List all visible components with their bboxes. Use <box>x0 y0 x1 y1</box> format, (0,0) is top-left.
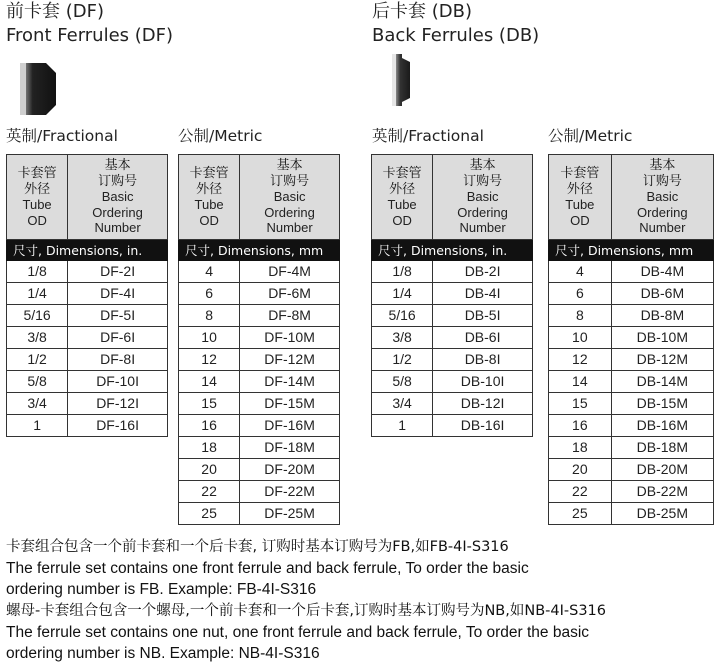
table-row <box>7 415 168 437</box>
ordering-number-cell: DF-20M <box>240 459 340 481</box>
table-row <box>372 283 533 305</box>
front-fractional-header-col2 <box>68 155 168 240</box>
table-row <box>179 283 340 305</box>
back-fractional-header-col2-line: 基本 <box>469 158 496 174</box>
tube-od-cell: 1/8 <box>372 261 433 283</box>
back-metric-header-col2-line: Number <box>639 220 686 236</box>
tube-od-cell: 14 <box>179 371 240 393</box>
tube-od-cell: 1 <box>372 415 433 437</box>
note-nb-zh: 螺母-卡套组合包含一个螺母,一个前卡套和一个后卡套,订购时基本订购号为NB,如NB-4I-S316 <box>6 603 606 619</box>
back-metric-header-col2 <box>611 155 713 240</box>
table-row <box>549 305 714 327</box>
tube-od-cell: 1/2 <box>7 349 68 371</box>
ordering-number-cell: DF-18M <box>240 437 340 459</box>
note-nb-en-2: ordering number is NB. Example: NB-4I-S316 <box>6 645 320 662</box>
ordering-number-cell: DB-12M <box>611 349 713 371</box>
back-metric-label: 公制/Metric <box>548 127 633 145</box>
front-metric-table <box>178 154 340 525</box>
front-fractional-table <box>6 154 168 437</box>
ordering-number-cell: DB-16I <box>433 415 533 437</box>
ordering-number-cell: DB-5I <box>433 305 533 327</box>
tube-od-cell: 3/8 <box>7 327 68 349</box>
ordering-number-cell: DB-6I <box>433 327 533 349</box>
ordering-number-cell: DF-4M <box>240 261 340 283</box>
front-fractional-header-col2-line: Basic <box>101 189 134 205</box>
tube-od-cell: 10 <box>549 327 612 349</box>
back-fractional-header-col1-line: Tube <box>387 197 417 212</box>
back-title-en: Back Ferrules (DB) <box>372 25 540 46</box>
back-fractional-header-col2 <box>433 155 533 240</box>
front-metric-header-col2-line: Ordering <box>264 204 315 220</box>
table-row <box>372 415 533 437</box>
ordering-number-cell: DB-8I <box>433 349 533 371</box>
front-fractional-header-col1-line: OD <box>27 212 47 228</box>
tube-od-cell: 1/4 <box>7 283 68 305</box>
table-row <box>372 393 533 415</box>
tube-od-cell: 12 <box>179 349 240 371</box>
table-row <box>549 481 714 503</box>
front-fractional-header-col1-line: 外径 <box>24 181 51 197</box>
ordering-number-cell: DB-18M <box>611 437 713 459</box>
table-row <box>549 371 714 393</box>
tube-od-cell: 5/8 <box>372 371 433 393</box>
table-row <box>179 327 340 349</box>
tube-od-cell: 1 <box>7 415 68 437</box>
ordering-number-cell: DF-14M <box>240 371 340 393</box>
front-metric-header-col2-line: Number <box>266 220 313 236</box>
table-row <box>179 437 340 459</box>
ordering-number-cell: DB-14M <box>611 371 713 393</box>
tube-od-cell: 22 <box>549 481 612 503</box>
table-row <box>7 349 168 371</box>
tube-od-cell: 3/4 <box>372 393 433 415</box>
tube-od-cell: 15 <box>179 393 240 415</box>
tube-od-cell: 1/2 <box>372 349 433 371</box>
front-metric-header-col2-line: Basic <box>273 189 306 205</box>
table-row <box>7 283 168 305</box>
table-row <box>179 415 340 437</box>
table-row <box>179 459 340 481</box>
back-metric-header-col1-line: 卡套管 <box>560 166 600 181</box>
table-row <box>372 371 533 393</box>
ordering-number-cell: DB-10I <box>433 371 533 393</box>
tube-od-cell: 8 <box>179 305 240 327</box>
table-row <box>179 261 340 283</box>
front-title-en: Front Ferrules (DF) <box>6 25 174 46</box>
tube-od-cell: 1/8 <box>7 261 68 283</box>
ordering-number-cell: DF-8M <box>240 305 340 327</box>
table-row <box>549 283 714 305</box>
ordering-number-cell: DB-10M <box>611 327 713 349</box>
tube-od-cell: 20 <box>549 459 612 481</box>
back-metric-dimensions-bar: 尺寸, Dimensions, mm <box>549 240 714 261</box>
front-metric-header-col2-line: 订购号 <box>270 173 310 189</box>
note-fb-en-2: ordering number is FB. Example: FB-4I-S316 <box>6 581 317 598</box>
ordering-number-cell: DF-22M <box>240 481 340 503</box>
ordering-number-cell: DB-12I <box>433 393 533 415</box>
front-fractional-header-col2-line: 订购号 <box>98 173 138 189</box>
front-fractional-header-col1-line: 卡套管 <box>17 166 57 181</box>
tube-od-cell: 16 <box>549 415 612 437</box>
back-fractional-label: 英制/Fractional <box>372 127 484 145</box>
back-fractional-header-col1-line: 外径 <box>389 181 416 197</box>
front-fractional-header-col2-line: 基本 <box>104 158 131 174</box>
back-metric-header-col2-line: Basic <box>646 189 679 205</box>
tube-od-cell: 8 <box>549 305 612 327</box>
ordering-number-cell: DB-16M <box>611 415 713 437</box>
tube-od-cell: 4 <box>549 261 612 283</box>
back-metric-header-col2-line: Ordering <box>637 204 688 220</box>
front-metric-header-col1-line: 卡套管 <box>189 166 229 181</box>
ordering-number-cell: DB-15M <box>611 393 713 415</box>
front-metric-header-col1-line: 外径 <box>196 181 223 197</box>
back-fractional-table <box>371 154 533 437</box>
ordering-number-cell: DF-6M <box>240 283 340 305</box>
tube-od-cell: 20 <box>179 459 240 481</box>
back-metric-header-col1 <box>549 155 612 240</box>
note-fb-zh: 卡套组合包含一个前卡套和一个后卡套, 订购时基本订购号为FB,如FB-4I-S316 <box>6 539 509 555</box>
note-nb-en-1: The ferrule set contains one nut, one front ferrule and back ferrule, To order the basic <box>6 624 590 641</box>
table-row <box>549 459 714 481</box>
table-row <box>549 261 714 283</box>
table-row <box>179 349 340 371</box>
tube-od-cell: 22 <box>179 481 240 503</box>
table-row <box>7 393 168 415</box>
front-fractional-header-col1 <box>7 155 68 240</box>
back-title-zh: 后卡套 (DB) <box>372 1 472 22</box>
tube-od-cell: 18 <box>179 437 240 459</box>
table-row <box>179 305 340 327</box>
back-metric-header-col1-line: OD <box>570 212 590 228</box>
ordering-number-cell: DB-2I <box>433 261 533 283</box>
front-fractional-header-col2-line: Number <box>94 220 141 236</box>
table-row <box>372 261 533 283</box>
ordering-number-cell: DF-5I <box>68 305 168 327</box>
ordering-number-cell: DF-12I <box>68 393 168 415</box>
table-row <box>549 349 714 371</box>
back-fractional-header-col2-line: Ordering <box>457 204 508 220</box>
ordering-number-cell: DF-2I <box>68 261 168 283</box>
front-fractional-header-col2-line: Ordering <box>92 204 143 220</box>
front-fractional-dimensions-bar: 尺寸, Dimensions, in. <box>7 240 168 261</box>
table-row <box>549 503 714 525</box>
table-row <box>372 305 533 327</box>
table-row <box>549 437 714 459</box>
front-fractional-header-col1-line: Tube <box>22 197 52 212</box>
table-row <box>549 327 714 349</box>
table-row <box>179 393 340 415</box>
back-ferrule-icon <box>388 52 414 108</box>
back-metric-header-col1-line: 外径 <box>566 181 593 197</box>
front-title-zh: 前卡套 (DF) <box>6 1 104 22</box>
table-row <box>7 371 168 393</box>
back-metric-header-col2-line: 订购号 <box>642 173 682 189</box>
ordering-number-cell: DF-25M <box>240 503 340 525</box>
ordering-number-cell: DB-8M <box>611 305 713 327</box>
front-ferrule-icon <box>18 60 58 118</box>
tube-od-cell: 5/16 <box>372 305 433 327</box>
table-row <box>7 305 168 327</box>
table-row <box>372 327 533 349</box>
ordering-number-cell: DF-10M <box>240 327 340 349</box>
front-metric-header-col1-line: Tube <box>194 197 224 212</box>
tube-od-cell: 10 <box>179 327 240 349</box>
tube-od-cell: 3/4 <box>7 393 68 415</box>
tube-od-cell: 5/16 <box>7 305 68 327</box>
tube-od-cell: 5/8 <box>7 371 68 393</box>
table-row <box>549 393 714 415</box>
tube-od-cell: 3/8 <box>372 327 433 349</box>
back-fractional-header-col1-line: OD <box>392 212 412 228</box>
table-row <box>179 481 340 503</box>
tube-od-cell: 14 <box>549 371 612 393</box>
ordering-number-cell: DF-15M <box>240 393 340 415</box>
ordering-number-cell: DF-12M <box>240 349 340 371</box>
back-metric-header-col1-line: Tube <box>565 197 595 212</box>
tube-od-cell: 25 <box>179 503 240 525</box>
ordering-number-cell: DF-8I <box>68 349 168 371</box>
back-metric-header-col2-line: 基本 <box>649 158 676 174</box>
tube-od-cell: 12 <box>549 349 612 371</box>
tube-od-cell: 1/4 <box>372 283 433 305</box>
back-fractional-dimensions-bar: 尺寸, Dimensions, in. <box>372 240 533 261</box>
ordering-number-cell: DF-6I <box>68 327 168 349</box>
table-row <box>549 415 714 437</box>
front-metric-header-col2-line: 基本 <box>276 158 303 174</box>
front-fractional-label: 英制/Fractional <box>6 127 118 145</box>
tube-od-cell: 15 <box>549 393 612 415</box>
front-metric-label: 公制/Metric <box>178 127 263 145</box>
table-row <box>372 349 533 371</box>
ordering-number-cell: DF-4I <box>68 283 168 305</box>
ordering-number-cell: DF-10I <box>68 371 168 393</box>
back-metric-table <box>548 154 714 525</box>
front-metric-dimensions-bar: 尺寸, Dimensions, mm <box>179 240 340 261</box>
tube-od-cell: 6 <box>179 283 240 305</box>
note-fb-en-1: The ferrule set contains one front ferrule and back ferrule, To order the basic <box>6 560 529 577</box>
tube-od-cell: 16 <box>179 415 240 437</box>
tube-od-cell: 4 <box>179 261 240 283</box>
front-metric-header-col2 <box>240 155 340 240</box>
ordering-number-cell: DB-22M <box>611 481 713 503</box>
ordering-number-cell: DB-6M <box>611 283 713 305</box>
front-metric-header-col1 <box>179 155 240 240</box>
ordering-number-cell: DF-16I <box>68 415 168 437</box>
ordering-number-cell: DB-20M <box>611 459 713 481</box>
ordering-number-cell: DF-16M <box>240 415 340 437</box>
back-fractional-header-col2-line: Basic <box>466 189 499 205</box>
table-row <box>7 327 168 349</box>
back-fractional-header-col2-line: 订购号 <box>463 173 503 189</box>
ordering-number-cell: DB-25M <box>611 503 713 525</box>
table-row <box>7 261 168 283</box>
back-fractional-header-col2-line: Number <box>459 220 506 236</box>
table-row <box>179 503 340 525</box>
back-fractional-header-col1-line: 卡套管 <box>382 166 422 181</box>
tube-od-cell: 18 <box>549 437 612 459</box>
table-row <box>179 371 340 393</box>
tube-od-cell: 6 <box>549 283 612 305</box>
ordering-number-cell: DB-4I <box>433 283 533 305</box>
front-metric-header-col1-line: OD <box>199 212 219 228</box>
tube-od-cell: 25 <box>549 503 612 525</box>
back-fractional-header-col1 <box>372 155 433 240</box>
ordering-number-cell: DB-4M <box>611 261 713 283</box>
